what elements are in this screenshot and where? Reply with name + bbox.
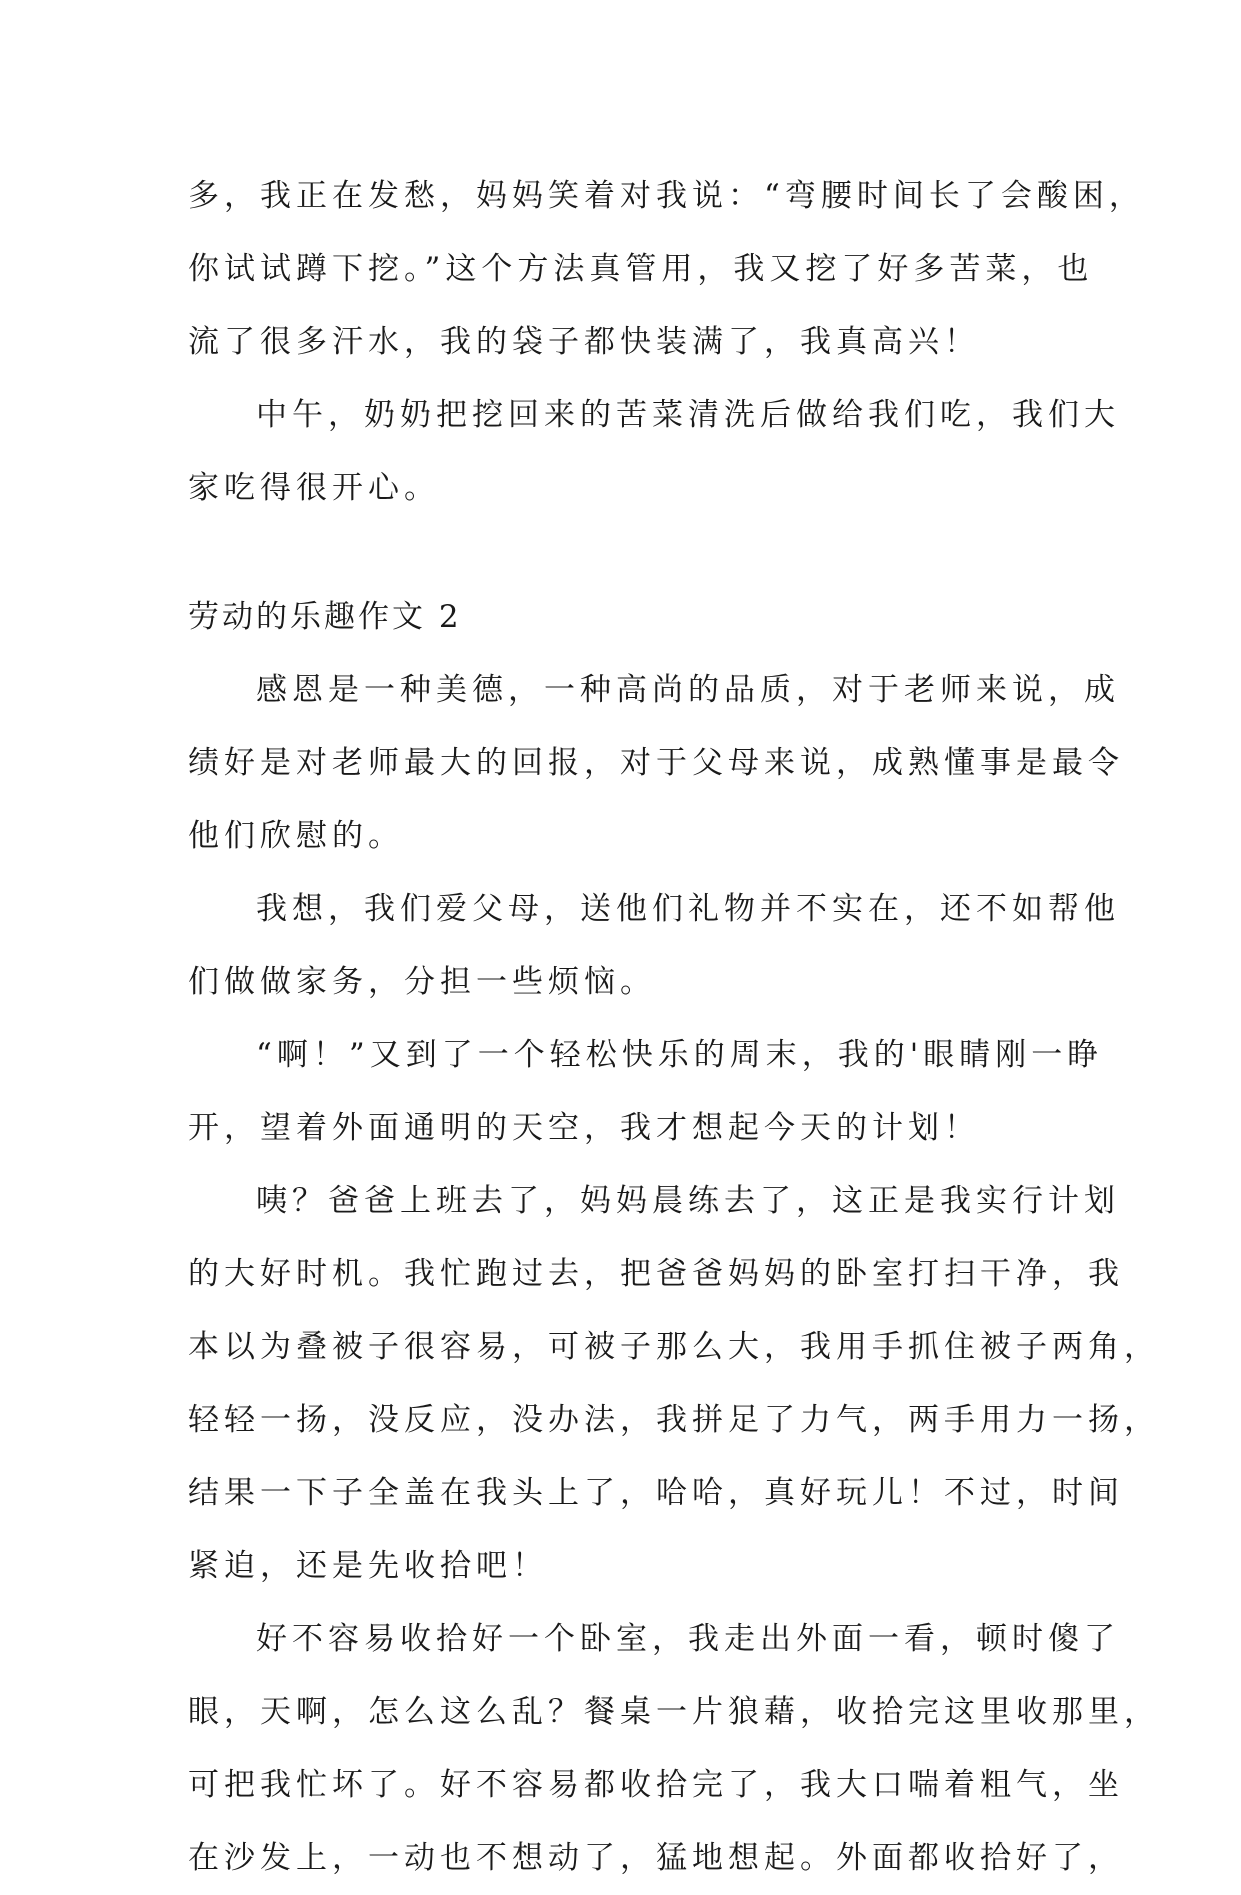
text-line: 结果一下子全盖在我头上了，哈哈，真好玩儿！不过，时间 <box>188 1475 1124 1511</box>
text-line: 你试试蹲下挖。”这个方法真管用，我又挖了好多苦菜，也 <box>188 251 1094 287</box>
document-body <box>188 160 1160 1895</box>
text-line: 开，望着外面通明的天空，我才想起今天的计划！ <box>188 1110 980 1146</box>
text-line: 多，我正在发愁，妈妈笑着对我说：“弯腰时间长了会酸困， <box>188 178 1145 214</box>
paragraph-start-line: 感恩是一种美德，一种高尚的品质，对于老师来说，成 <box>256 672 1120 708</box>
text-line: 本以为叠被子很容易，可被子那么大，我用手抓住被子两角， <box>188 1329 1160 1365</box>
text-line: 可把我忙坏了。好不容易都收拾完了，我大口喘着粗气，坐 <box>188 1767 1124 1803</box>
text-line: 紧迫，还是先收拾吧！ <box>188 1548 548 1584</box>
text-line: 在沙发上，一动也不想动了，猛地想起。外面都收拾好了， <box>188 1840 1124 1876</box>
text-line: 他们欣慰的。 <box>188 818 404 854</box>
text-line: 流了很多汗水，我的袋子都快装满了，我真高兴！ <box>188 324 980 360</box>
text-line: 的大好时机。我忙跑过去，把爸爸妈妈的卧室打扫干净，我 <box>188 1256 1124 1292</box>
paragraph-start-line: “啊！”又到了一个轻松快乐的周末，我的'眼睛刚一睁 <box>256 1037 1104 1073</box>
paragraph-start-line: 好不容易收拾好一个卧室，我走出外面一看，顿时傻了 <box>256 1621 1120 1657</box>
section-spacer <box>188 525 1058 581</box>
paragraph-start-line: 咦？爸爸上班去了，妈妈晨练去了，这正是我实行计划 <box>256 1183 1120 1219</box>
text-line: 家吃得很开心。 <box>188 470 440 506</box>
text-line: 绩好是对老师最大的回报，对于父母来说，成熟懂事是最令 <box>188 745 1124 781</box>
text-line: 眼，天啊，怎么这么乱？餐桌一片狼藉，收拾完这里收那里， <box>188 1694 1160 1730</box>
text-line: 轻轻一扬，没反应，没办法，我拼足了力气，两手用力一扬， <box>188 1402 1160 1438</box>
paragraph-start-line: 中午，奶奶把挖回来的苦菜清洗后做给我们吃，我们大 <box>256 397 1120 433</box>
essay-heading: 劳动的乐趣作文 2 <box>188 599 462 635</box>
paragraph-start-line: 我想，我们爱父母，送他们礼物并不实在，还不如帮他 <box>256 891 1120 927</box>
text-line: 们做做家务，分担一些烦恼。 <box>188 964 656 1000</box>
